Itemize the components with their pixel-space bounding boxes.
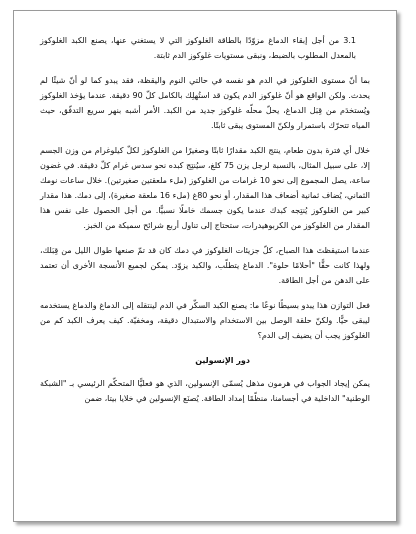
- body-paragraph-4: فعل التوازن هذا يبدو بسيطًا نوعًا ما: يصنع الكبد السكّر في الدم لينتقله إلى الدماغ والدماغ يستخدمه ليبقى حيًّا. ولكنّ حلقة الوصل بين الاستخدام والاستبدال دقيقة، ومخفيّة. كيف يعرف الكبد كم من الغلوكوز يجب أن يضيف إلى الدم؟: [40, 301, 370, 340]
- body-paragraph-2: خلال أي فترة بدون طعام، ينتج الكبد مقدارًا ثابتًا وصغيرًا من الغلوكوز لكلّ كيلوغرام من وزن الجسم إلا، على سبيل المثال، بالنسبة لرجل يزن 75 كلغ، سيُنتِج كبده نحو سدس غرام كلّ دقيقة. في غضون ساعة، يصل المجموع إلى نحو 10 غرامات من الغلوكوز (ملء ملعقتين صغيرتين). خلال ساعات نومك الثماني، يُضاف ثمانية أضعاف هذا المقدار، أو نحو 80غ (ملء 16 ملعقة صغيرة)، إلى دمك. هذا مقدار كبير من الغلوكوز يُنتِجه كبدك عندما يكون جسمك خاملًا نسبيًّا. من أجل الحصول على نفس هذا المقدار من الغلوكوز من الكربوهيدرات، ستحتاج إلى تناول أربع شرائح سميكة من الخبز.: [40, 146, 370, 230]
- intro-paragraph: 3.1 من أجل إبقاء الدماغ مزوّدًا بالطاقة الغلوكوز التي لا يستغني عنها، يصنع الكبد الغلوكوز بالمعدل المطلوب بالضبط، ونبقى مستويات غلوكوز الدم ثابتة.: [40, 36, 356, 60]
- body-paragraph-5: يمكن إيجاد الجواب في هرمون مذهل يُسمّى الإنسولين، الذي هو فعليًّا المتحكّم الرئيسي بـ "الشبكة الوطنية" الداخلية في أجسامنا، منظّمًا إمداد الطاقة. يُصنَع الإنسولين في خلايا بيتا، ضمن: [40, 379, 370, 403]
- document-page: [13, 10, 397, 522]
- body-paragraph-1: بما أنّ مستوى الغلوكوز في الدم هو نفسه في حالتي النوم واليقظة، فقد يبدو كما لو أنّ شيئًا لم يحدث. ولكن الواقع هو أنّ غلوكوز الدم يكون قد استُهلِك بالكامل كلّ 90 دقيقة. عندما يؤخذ الغلوكوز ويُستخدَم من قِبَل الدماغ، يحلّ محلّه غلوكوز جديد من الكبد. الأمر أشبه بنهر سريع التدفّق، حيث المياه تتحرّك باستمرار ولكنّ المستوى يبقى ثابتًا.: [40, 76, 370, 130]
- body-paragraph-3: عندما استيقظتَ هذا الصباح، كلّ جزيئات الغلوكوز في دمك كان قد تمّ صنعها طوال الليل من قِبَلك، ولهذا كانت حقًّا "أحلامًا حلوة". الدماغ يتطلّب، والكبد يزوّد. يمكن لجميع الأنسجة الأخرى أن تعتمد على الدهن من أجل الطاقة.: [40, 246, 370, 285]
- section-heading: دور الإنسولين: [195, 356, 250, 365]
